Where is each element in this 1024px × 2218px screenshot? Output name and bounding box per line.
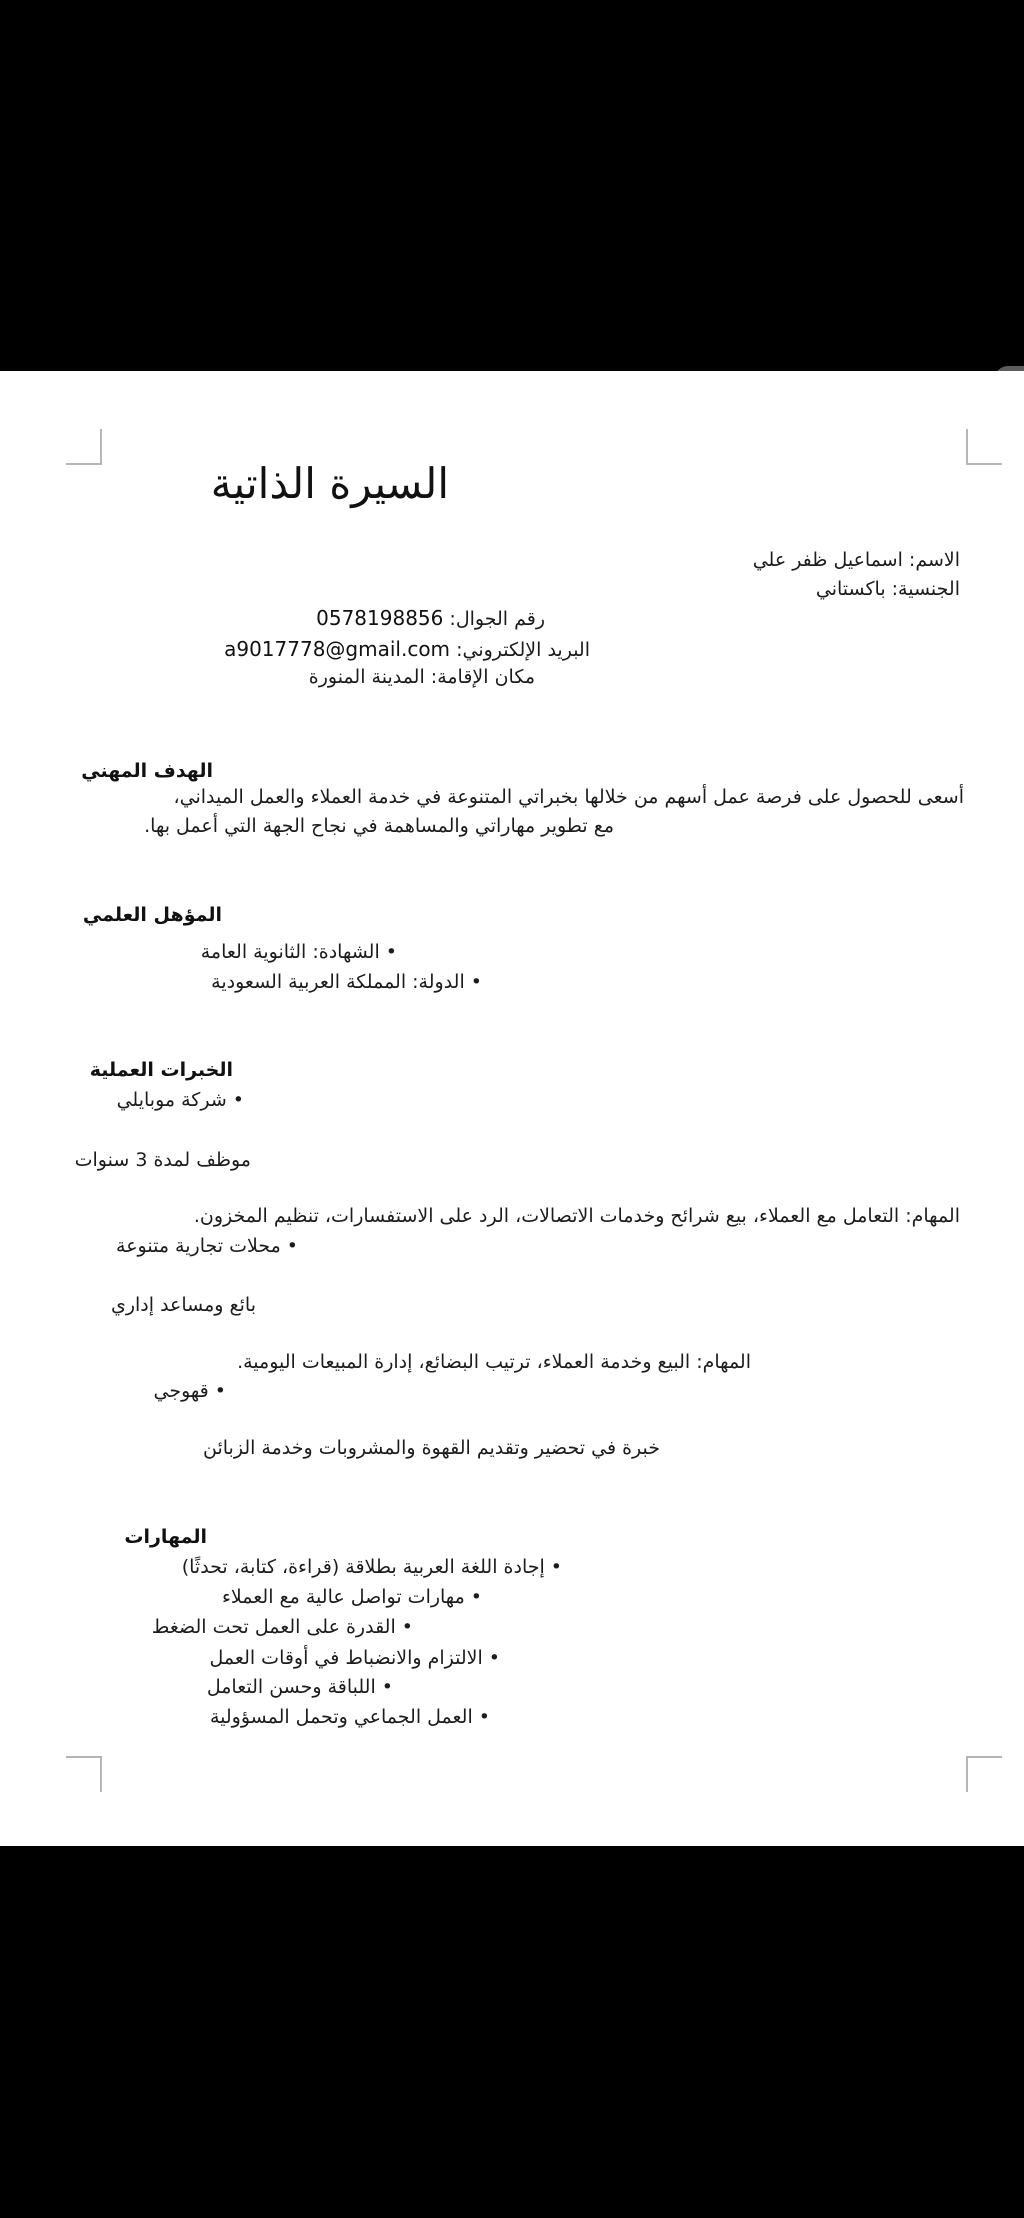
skill-item: • إجادة اللغة العربية بطلاقة (قراءة، كتابة، تحدثًا) bbox=[181, 1556, 562, 1578]
document-page bbox=[0, 371, 1024, 1846]
education-heading: المؤهل العلمي bbox=[82, 904, 222, 926]
page-corner-mark bbox=[966, 1756, 1002, 1792]
objective-text: أسعى للحصول على فرصة عمل أسهم من خلالها بخبراتي المتنوعة في خدمة العملاء والعمل الميداني، bbox=[173, 786, 964, 808]
email-label: البريد الإلكتروني: bbox=[456, 639, 590, 661]
phone-value: 0578198856 bbox=[316, 606, 444, 630]
email-line bbox=[224, 637, 590, 662]
company-name: • شركة موبايلي bbox=[116, 1089, 244, 1111]
page-corner-mark bbox=[966, 429, 1002, 465]
skills-heading: المهارات bbox=[124, 1526, 207, 1548]
objective-text: مع تطوير مهاراتي والمساهمة في نجاح الجهة التي أعمل بها. bbox=[144, 815, 614, 837]
education-item: • الشهادة: الثانوية العامة bbox=[200, 941, 397, 963]
company-name: • محلات تجارية متنوعة bbox=[116, 1235, 298, 1257]
page-corner-mark bbox=[66, 1756, 102, 1792]
page-corner-mark bbox=[66, 429, 102, 465]
job-role: بائع ومساعد إداري bbox=[110, 1294, 256, 1316]
email-value: a9017778@gmail.com bbox=[224, 637, 451, 661]
phone-line bbox=[316, 606, 545, 631]
skill-item: • مهارات تواصل عالية مع العملاء bbox=[222, 1586, 482, 1608]
name-line: الاسم: اسماعيل ظفر علي bbox=[752, 549, 960, 571]
objective-heading: الهدف المهني bbox=[81, 760, 213, 782]
skill-item: • اللباقة وحسن التعامل bbox=[206, 1676, 393, 1698]
residence-line: مكان الإقامة: المدينة المنورة bbox=[308, 666, 535, 688]
skill-item: • القدرة على العمل تحت الضغط bbox=[151, 1616, 413, 1638]
skill-item: • الالتزام والانضباط في أوقات العمل bbox=[209, 1647, 500, 1669]
page-title: السيرة الذاتية bbox=[210, 459, 449, 508]
education-item: • الدولة: المملكة العربية السعودية bbox=[211, 971, 482, 993]
company-name: • قهوجي bbox=[153, 1380, 226, 1402]
skill-item: • العمل الجماعي وتحمل المسؤولية bbox=[209, 1706, 490, 1728]
phone-label: رقم الجوال: bbox=[449, 608, 545, 630]
job-tasks: المهام: البيع وخدمة العملاء، ترتيب البضائع، إدارة المبيعات اليومية. bbox=[237, 1351, 751, 1373]
job-role: موظف لمدة 3 سنوات bbox=[74, 1149, 251, 1171]
job-tasks: المهام: التعامل مع العملاء، بيع شرائح وخدمات الاتصالات، الرد على الاستفسارات، تنظيم المخزون. bbox=[193, 1205, 960, 1227]
job-role: خبرة في تحضير وتقديم القهوة والمشروبات وخدمة الزبائن bbox=[203, 1437, 660, 1459]
experience-heading: الخبرات العملية bbox=[89, 1059, 233, 1081]
nationality-line: الجنسية: باكستاني bbox=[815, 578, 960, 600]
